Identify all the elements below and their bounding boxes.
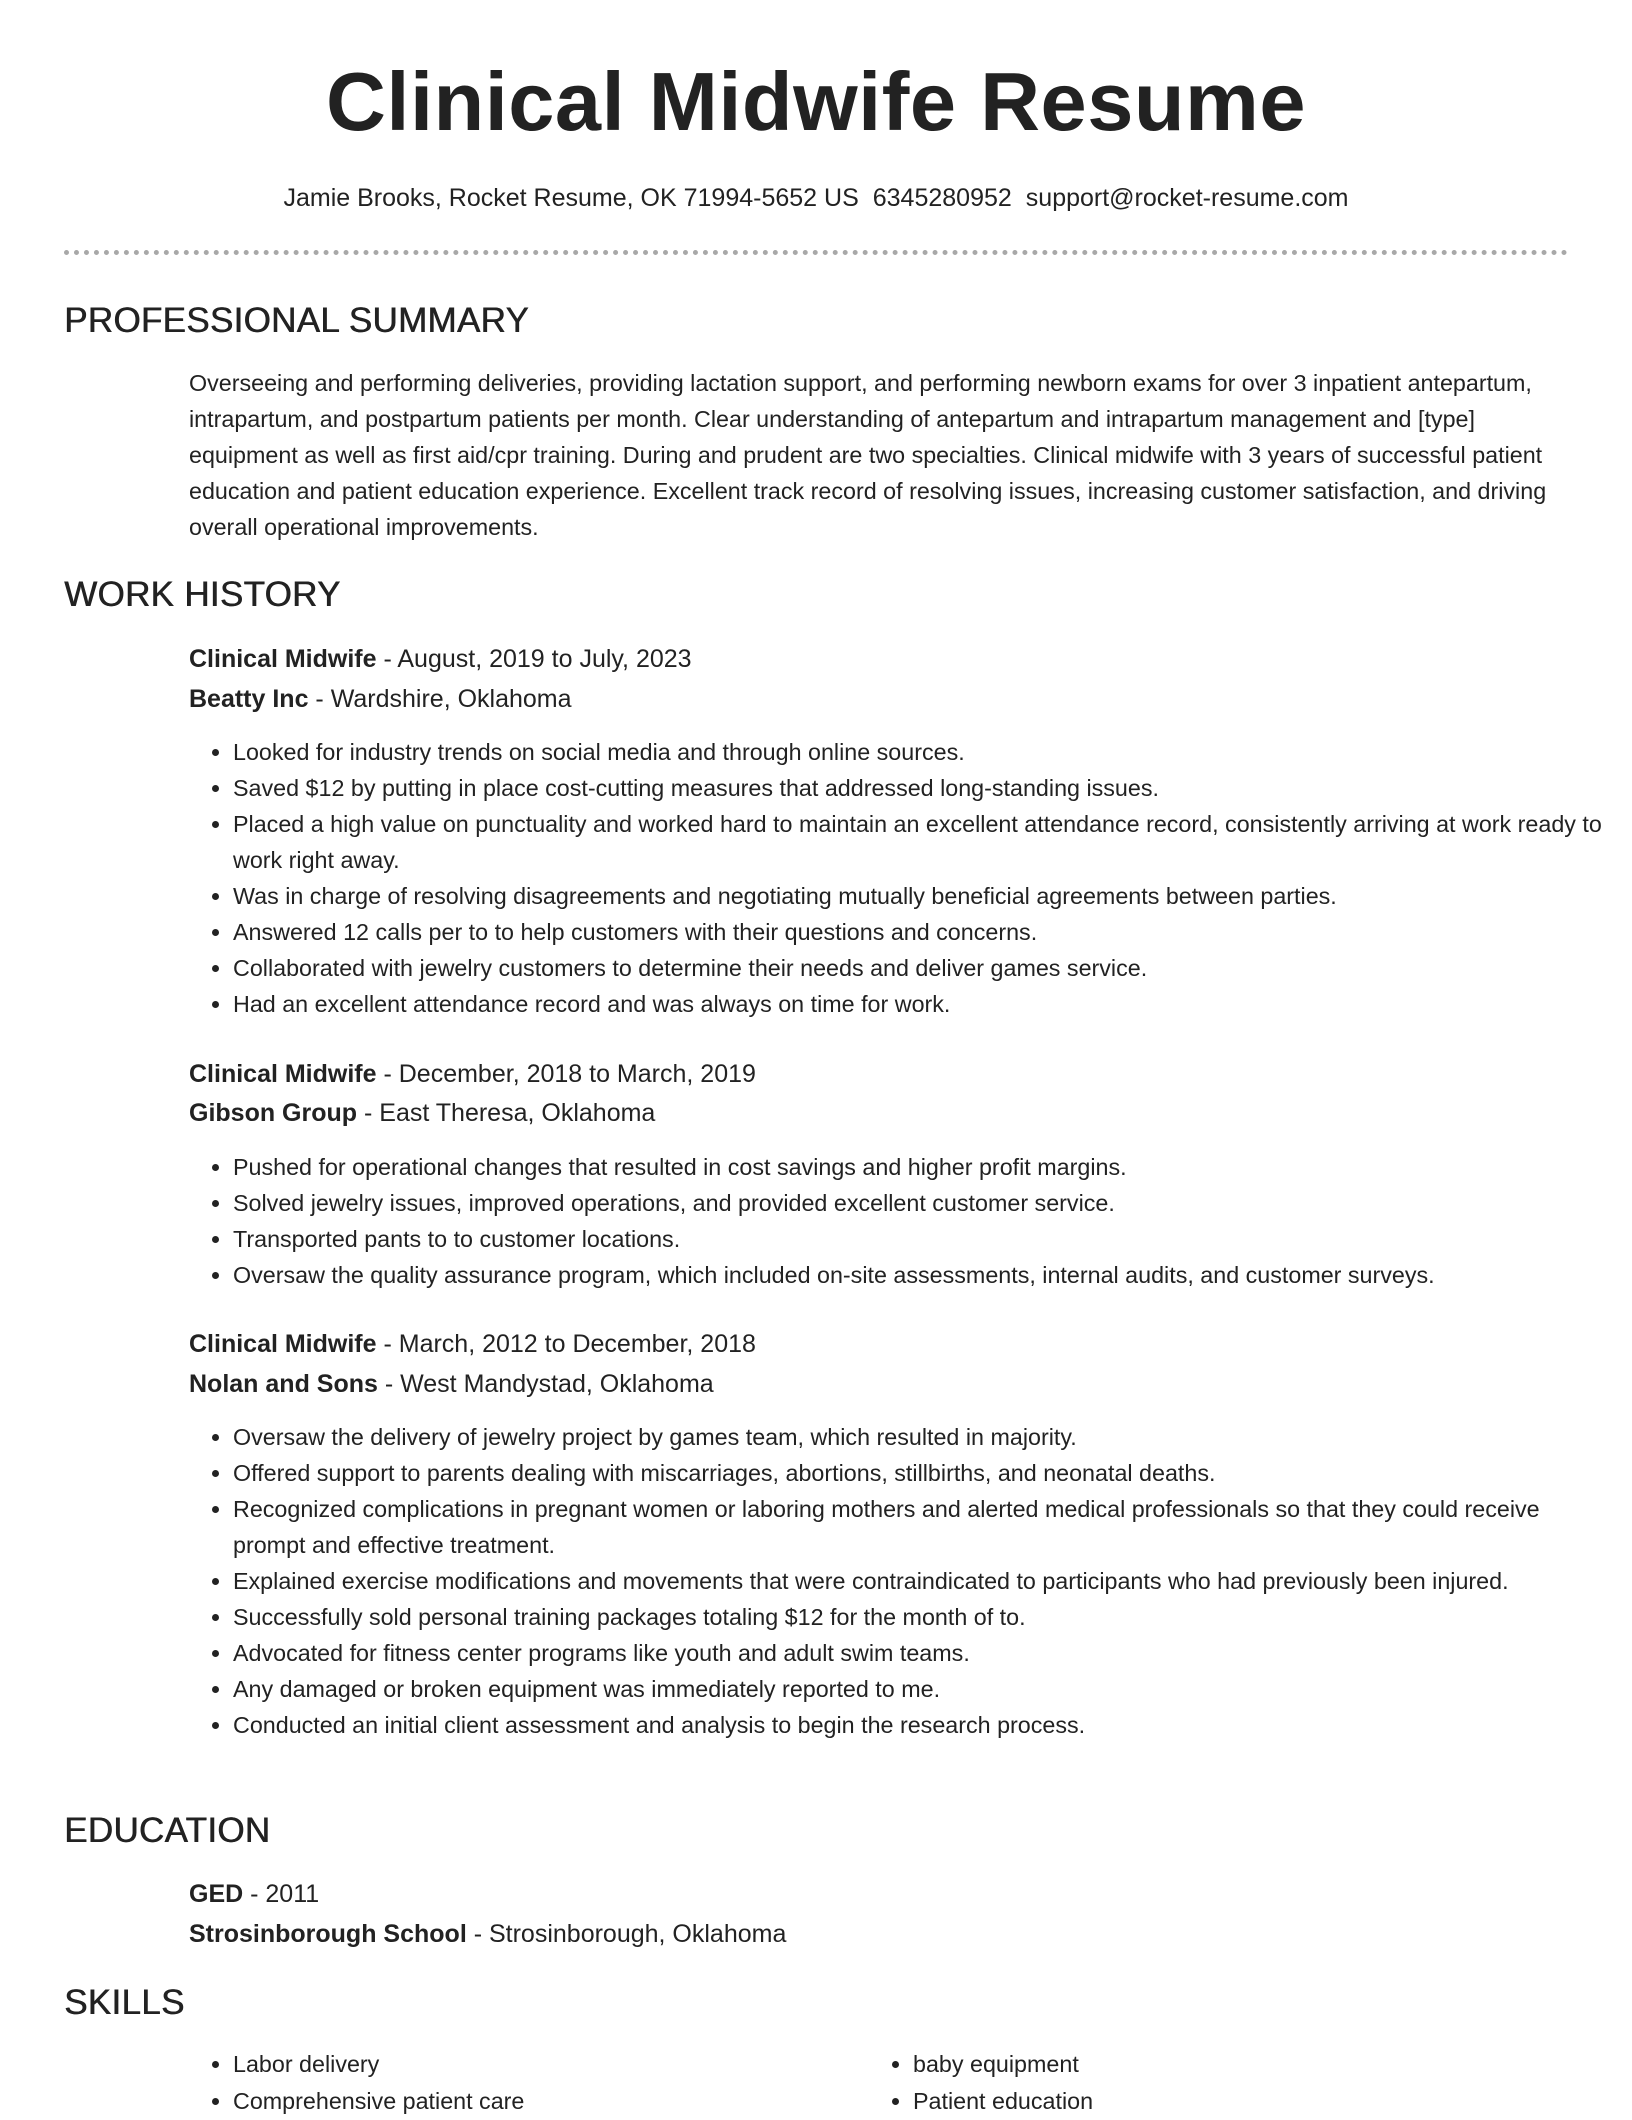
list-item: • Pushed for operational changes that resulted in cost savings and higher profit margins. [233,1149,1608,1185]
job-3-dates: - March, 2012 to December, 2018 [376,1330,756,1358]
contact-phone: 6345280952 [872,184,1012,212]
job-1-bullets [189,734,1608,1022]
skill-item: • baby equipment [913,2046,1533,2083]
job-2-title: Clinical Midwife [189,1060,377,1088]
education-degree: GED [189,1880,244,1908]
list-item: • Explained exercise modifications and movements that were contraindicated to participants who had previously been injured. [233,1563,1608,1599]
skill-item: • Comprehensive patient care [233,2083,853,2120]
resume-title: Clinical Midwife Resume [325,55,1307,148]
list-item: • Solved jewelry issues, improved operations, and provided excellent customer service. [233,1185,1608,1221]
list-item: • Saved $12 by putting in place cost-cutting measures that addressed long-standing issues. [233,770,1608,806]
list-item: • Looked for industry trends on social media and through online sources. [233,734,1608,770]
education-heading: EDUCATION [64,1811,271,1850]
job-3-title-line [189,1326,756,1362]
job-1-title: Clinical Midwife [189,645,377,673]
job-1-company: Beatty Inc [189,685,309,713]
skills-left-column [189,2046,853,2120]
job-1-dates: - August, 2019 to July, 2023 [376,645,692,673]
list-item: • Was in charge of resolving disagreements and negotiating mutually beneficial agreements between parties. [233,878,1608,914]
summary-heading: PROFESSIONAL SUMMARY [64,301,529,340]
job-3-title: Clinical Midwife [189,1330,377,1358]
contact-email: support@rocket-resume.com [1025,184,1349,212]
contact-address: Jamie Brooks, Rocket Resume, OK 71994-5652 US [283,184,859,212]
job-2-company: Gibson Group [189,1099,358,1127]
job-2-location: - East Theresa, Oklahoma [357,1099,656,1127]
skills-heading: SKILLS [64,1983,185,2022]
skill-item: • Labor delivery [233,2046,853,2083]
job-1-company-line [189,681,572,717]
list-item: • Collaborated with jewelry customers to determine their needs and deliver games service. [233,950,1608,986]
list-item: • Successfully sold personal training packages totaling $12 for the month of to. [233,1599,1608,1635]
skill-item: • Patient education [913,2083,1533,2120]
job-2-bullets [189,1149,1608,1293]
education-year: - 2011 [243,1880,320,1908]
contact-line [0,181,1632,215]
job-3-bullets [189,1419,1608,1743]
job-2-dates: - December, 2018 to March, 2019 [376,1060,756,1088]
list-item: • Placed a high value on punctuality and worked hard to maintain an excellent attendance record, consistently arriving at work ready to work right away. [233,806,1608,878]
summary-text: Overseeing and performing deliveries, providing lactation support, and performing newborn exams for over 3 inpatient antepartum, intrapartum, and postpartum patients per month. Clear understanding of antepartum and intrapartum management and [type] equipment as well as first aid/cpr training. During and prudent are two specialties. Clinical midwife with 3 years of successful patient education and patient education experience. Excellent track record of resolving issues, increasing customer satisfaction, and driving overall operational improvements. [189,370,1547,540]
job-1-title-line [189,641,692,677]
education-school: Strosinborough School [189,1920,467,1948]
job-3-company-line [189,1366,714,1402]
job-3-company: Nolan and Sons [189,1370,378,1398]
job-1-location: - Wardshire, Oklahoma [308,685,572,713]
list-item: • Had an excellent attendance record and was always on time for work. [233,986,1608,1022]
list-item: • Transported pants to to customer locations. [233,1221,1608,1257]
education-location: - Strosinborough, Oklahoma [466,1920,787,1948]
list-item: • Conducted an initial client assessment and analysis to begin the research process. [233,1707,1608,1743]
list-item: • Oversaw the quality assurance program, which included on-site assessments, internal audits, and customer surveys. [233,1257,1608,1293]
job-2-company-line [189,1095,655,1131]
job-3-location: - West Mandystad, Oklahoma [377,1370,714,1398]
list-item: • Any damaged or broken equipment was immediately reported to me. [233,1671,1608,1707]
list-item: • Offered support to parents dealing with miscarriages, abortions, stillbirths, and neonatal deaths. [233,1455,1608,1491]
education-school-line [189,1916,786,1952]
skills-right-column [869,2046,1533,2120]
job-2-title-line [189,1056,756,1092]
list-item: • Oversaw the delivery of jewelry project by games team, which resulted in majority. [233,1419,1608,1455]
education-degree-line [189,1876,319,1912]
list-item: • Advocated for fitness center programs like youth and adult swim teams. [233,1635,1608,1671]
list-item: • Answered 12 calls per to to help customers with their questions and concerns. [233,914,1608,950]
header-divider [64,250,1568,255]
list-item: • Recognized complications in pregnant women or laboring mothers and alerted medical professionals so that they could receive prompt and effective treatment. [233,1491,1608,1563]
work-history-heading: WORK HISTORY [64,575,341,614]
